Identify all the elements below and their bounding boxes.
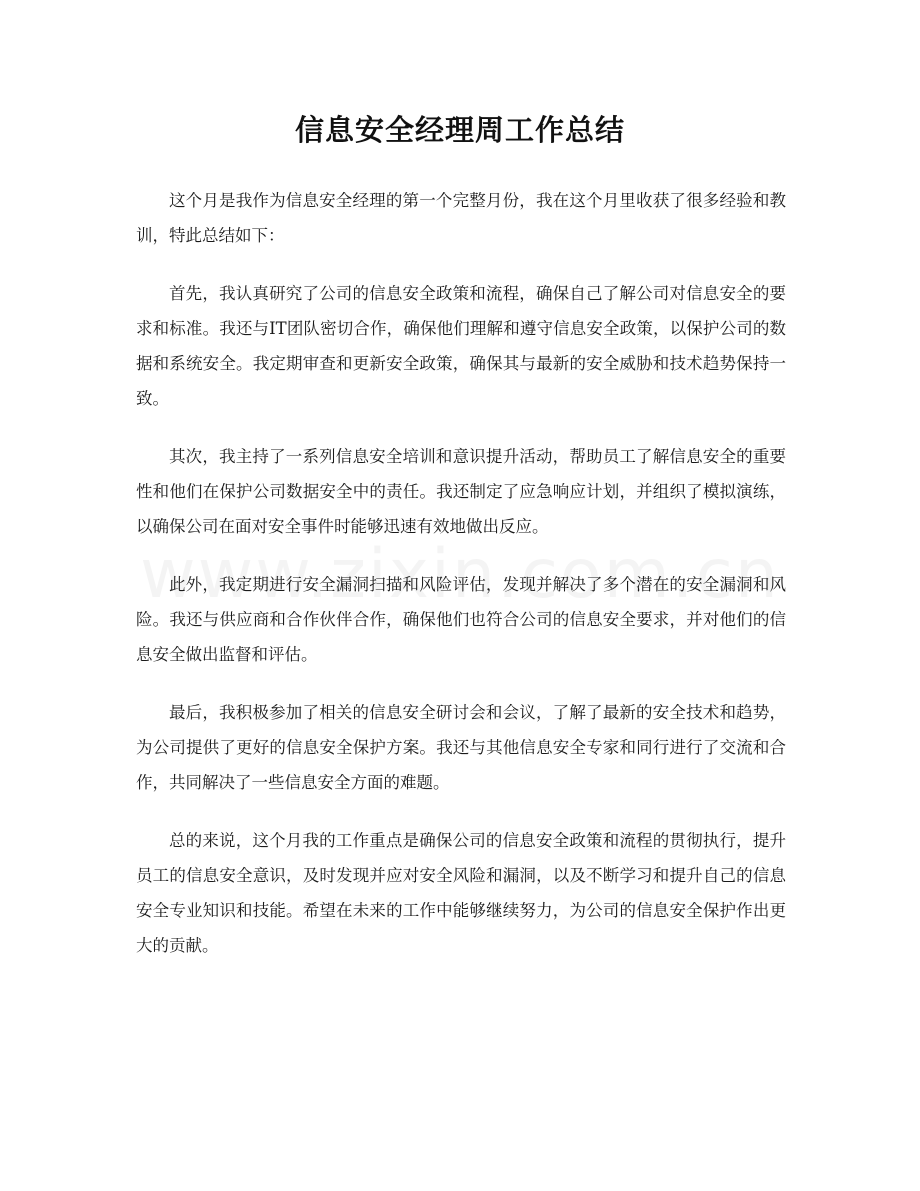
paragraph-vulnerability: 此外，我定期进行安全漏洞扫描和风险评估，发现并解决了多个潜在的安全漏洞和风险。我还与供应商和合作伙伴合作，确保他们也符合公司的信息安全要求，并对他们的信息安全做出监督和评估。 [136,575,786,664]
paragraph-intro: 这个月是我作为信息安全经理的第一个完整月份，我在这个月里收获了很多经验和教训，特此总结如下： [136,191,786,245]
document-title: 信息安全经理周工作总结 [294,113,625,147]
document-body [136,183,786,986]
paragraph-seminars: 最后，我积极参加了相关的信息安全研讨会和会议，了解了最新的安全技术和趋势，为公司提供了更好的信息安全保护方案。我还与其他信息安全专家和同行进行了交流和合作，共同解决了一些信息安全方面的难题。 [136,703,786,792]
paragraph-summary: 总的来说，这个月我的工作重点是确保公司的信息安全政策和流程的贯彻执行，提升员工的信息安全意识，及时发现并应对安全风险和漏洞，以及不断学习和提升自己的信息安全专业知识和技能。希望在未来的工作中能够继续努力，为公司的信息安全保护作出更大的贡献。 [136,831,786,955]
paragraph-policy: 首先，我认真研究了公司的信息安全政策和流程，确保自己了解公司对信息安全的要求和标准。我还与IT团队密切合作，确保他们理解和遵守信息安全政策，以保护公司的数据和系统安全。我定期审查和更新安全政策，确保其与最新的安全威胁和技术趋势保持一致。 [136,284,786,408]
paragraph-training: 其次，我主持了一系列信息安全培训和意识提升活动，帮助员工了解信息安全的重要性和他们在保护公司数据安全中的责任。我还制定了应急响应计划，并组织了模拟演练，以确保公司在面对安全事件时能够迅速有效地做出反应。 [136,447,786,536]
